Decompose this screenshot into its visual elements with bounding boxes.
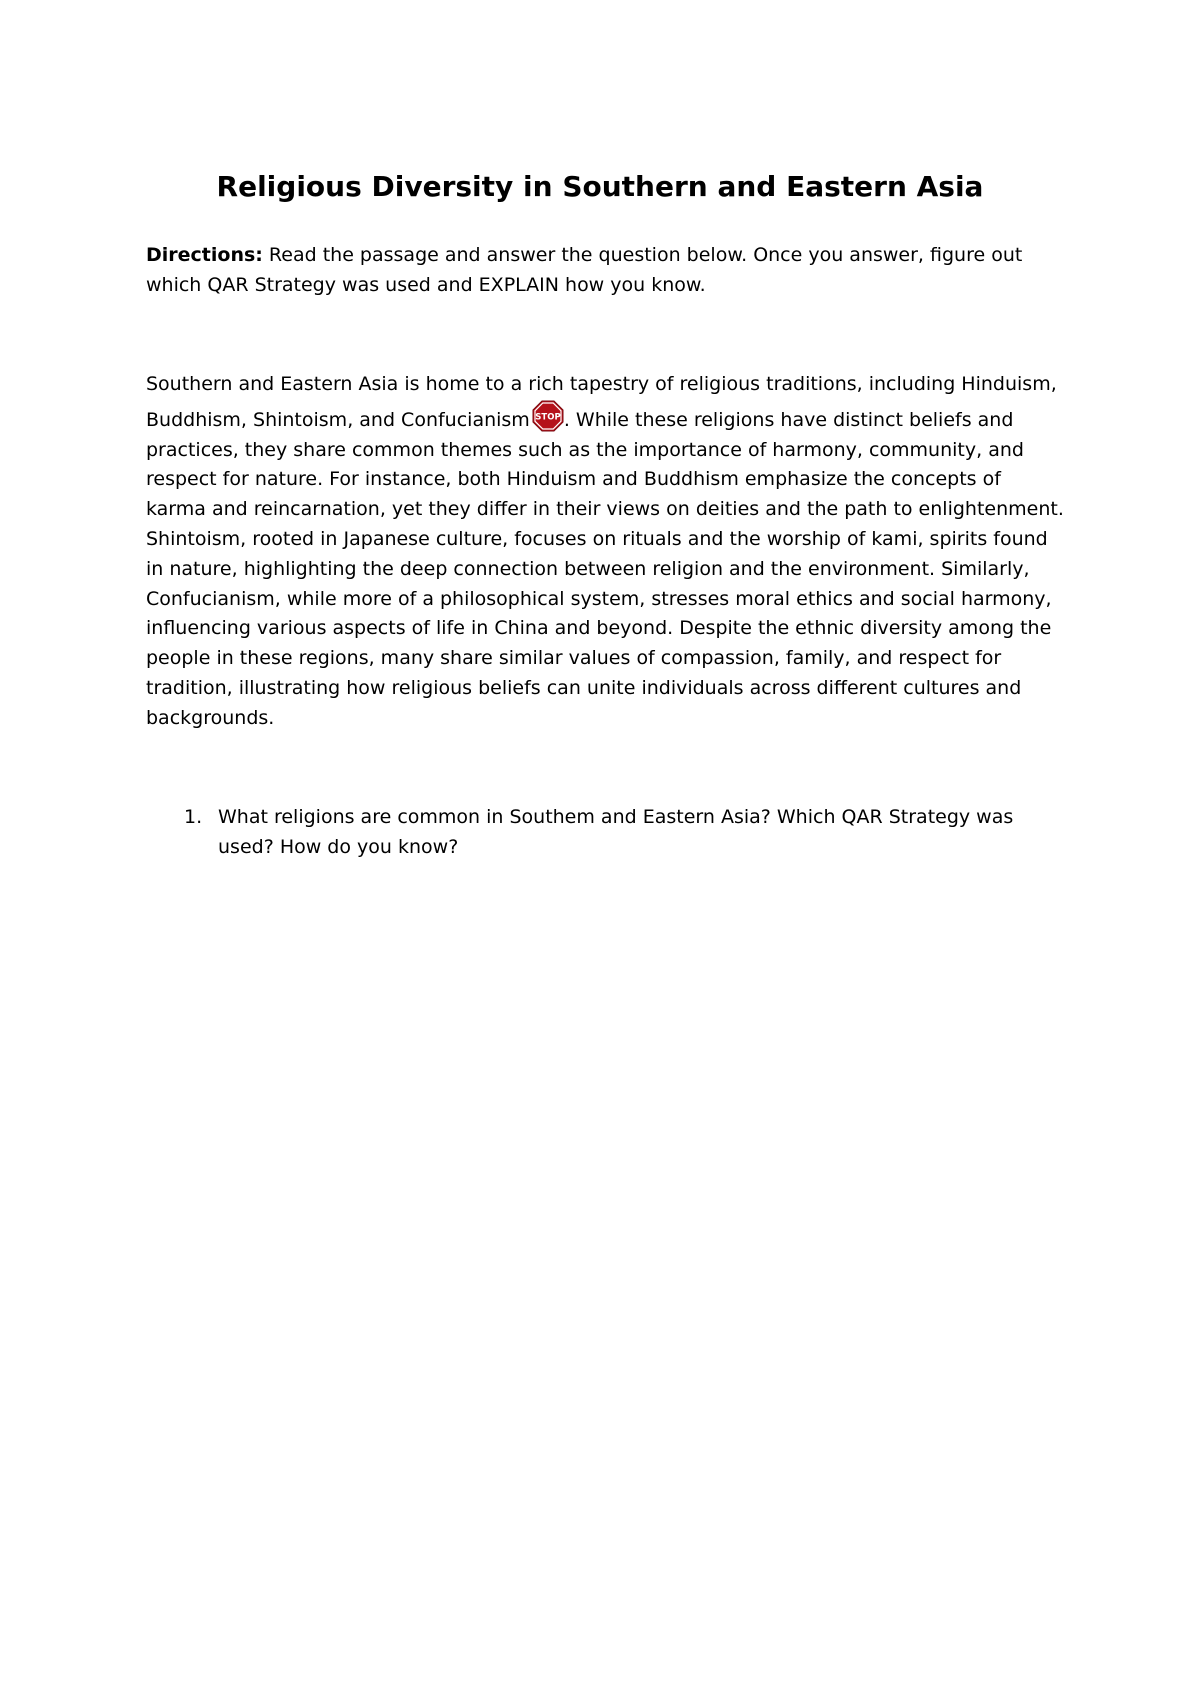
question-number: 1. (184, 806, 203, 828)
document-title: Religious Diversity in Southern and Eastern Asia (216, 170, 984, 203)
question-item (146, 802, 1066, 862)
passage-text-start: Southern and Eastern Asia is home to a rich tapestry of religious traditions, including Hinduism, Buddhism, Shintoism, and Confucianism (146, 373, 1057, 431)
passage-text-rest: . While these religions have distinct beliefs and practices, they share common themes such as the importance of harmony, community, and respect for nature. For instance, both Hinduism and Buddhism emphasize the concepts of karma and reincarnation, yet they differ in their views on deities and the path to enlightenment. Shintoism, rooted in Japanese culture, focuses on rituals and the worship of kami, spirits found in nature, highlighting the deep connection between religion and the environment. Similarly, Confucianism, while more of a philosophical system, stresses moral ethics and social harmony, influencing various aspects of life in China and beyond. Despite the ethnic diversity among the people in these regions, many share similar values of compassion, family, and respect for tradition, illustrating how religious beliefs can unite individuals across different cultures and backgrounds. (146, 408, 1064, 729)
directions-text: Read the passage and answer the question below. Once you answer, figure out which QAR Strategy was used and EXPLAIN how you know. (146, 244, 1023, 296)
stop-sign-text: STOP (535, 412, 561, 423)
reading-passage (146, 370, 1066, 734)
question-text: What religions are common in Southem and Eastern Asia? Which QAR Strategy was used? How do you know? (218, 806, 1014, 858)
directions-label: Directions: (146, 244, 263, 266)
stop-sign-icon (532, 400, 564, 432)
question-list (146, 802, 1066, 862)
directions-paragraph (146, 240, 1066, 300)
